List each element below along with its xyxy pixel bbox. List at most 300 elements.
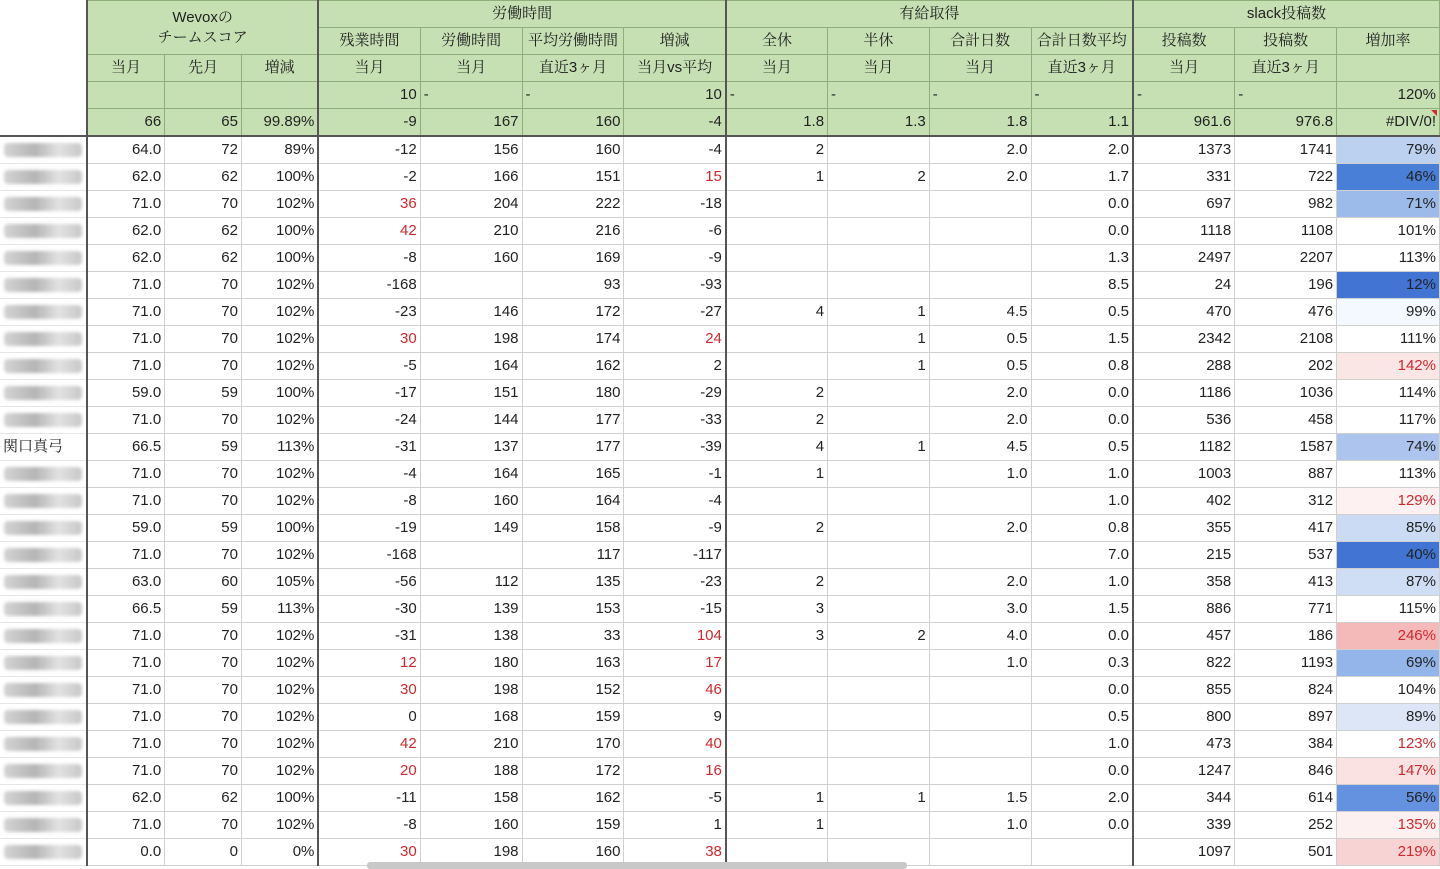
data-cell[interactable]: 105% <box>241 569 318 596</box>
data-cell[interactable]: 72 <box>165 136 242 164</box>
data-cell[interactable]: -9 <box>624 515 726 542</box>
data-cell[interactable]: 170 <box>522 731 624 758</box>
data-cell[interactable]: 102% <box>241 299 318 326</box>
data-cell[interactable] <box>726 488 828 515</box>
data-cell[interactable]: 1.0 <box>1031 461 1133 488</box>
data-cell[interactable]: 59.0 <box>87 515 165 542</box>
data-cell[interactable]: 1 <box>726 164 828 191</box>
data-cell[interactable]: 71.0 <box>87 650 165 677</box>
data-cell[interactable]: 20 <box>318 758 420 785</box>
data-cell[interactable]: 1741 <box>1235 136 1337 164</box>
data-cell[interactable] <box>828 136 930 164</box>
data-cell[interactable]: -11 <box>318 785 420 812</box>
data-cell[interactable]: 70 <box>165 731 242 758</box>
data-cell[interactable]: 2 <box>624 353 726 380</box>
threshold-cell[interactable]: 120% <box>1337 82 1440 109</box>
data-cell[interactable]: -168 <box>318 542 420 569</box>
data-cell[interactable] <box>420 272 522 299</box>
threshold-cell[interactable]: 10 <box>318 82 420 109</box>
data-cell[interactable]: 473 <box>1133 731 1235 758</box>
data-cell[interactable]: 100% <box>241 380 318 407</box>
data-cell[interactable]: 1 <box>624 812 726 839</box>
data-cell[interactable]: -4 <box>318 461 420 488</box>
member-name-cell[interactable] <box>0 407 87 434</box>
data-cell[interactable]: 196 <box>1235 272 1337 299</box>
threshold-cell[interactable]: - <box>828 82 930 109</box>
data-cell[interactable]: 89% <box>1337 704 1440 731</box>
data-cell[interactable]: 101% <box>1337 218 1440 245</box>
data-cell[interactable]: 2 <box>828 164 930 191</box>
data-cell[interactable]: 15 <box>624 164 726 191</box>
data-cell[interactable]: 339 <box>1133 812 1235 839</box>
data-cell[interactable]: -5 <box>318 353 420 380</box>
data-cell[interactable]: 1.5 <box>1031 326 1133 353</box>
data-cell[interactable]: 70 <box>165 623 242 650</box>
data-cell[interactable]: 0.0 <box>1031 677 1133 704</box>
data-cell[interactable]: -8 <box>318 812 420 839</box>
data-cell[interactable]: 156 <box>420 136 522 164</box>
data-cell[interactable]: 36 <box>318 191 420 218</box>
average-cell[interactable]: 1.1 <box>1031 109 1133 137</box>
threshold-cell[interactable]: - <box>420 82 522 109</box>
member-name-cell[interactable] <box>0 758 87 785</box>
data-cell[interactable]: 70 <box>165 677 242 704</box>
data-cell[interactable]: 165 <box>522 461 624 488</box>
data-cell[interactable]: 1587 <box>1235 434 1337 461</box>
data-cell[interactable]: 59 <box>165 596 242 623</box>
data-cell[interactable]: 7.0 <box>1031 542 1133 569</box>
data-cell[interactable]: 164 <box>420 461 522 488</box>
average-cell[interactable]: 167 <box>420 109 522 137</box>
data-cell[interactable]: 800 <box>1133 704 1235 731</box>
data-cell[interactable]: 102% <box>241 272 318 299</box>
member-name-cell[interactable] <box>0 812 87 839</box>
data-cell[interactable]: 172 <box>522 758 624 785</box>
member-name-cell[interactable] <box>0 839 87 866</box>
data-cell[interactable]: 4.5 <box>929 299 1031 326</box>
data-cell[interactable]: 722 <box>1235 164 1337 191</box>
data-cell[interactable]: 252 <box>1235 812 1337 839</box>
data-cell[interactable]: -31 <box>318 434 420 461</box>
member-name-cell[interactable] <box>0 596 87 623</box>
data-cell[interactable] <box>828 731 930 758</box>
average-cell[interactable]: 1.8 <box>726 109 828 137</box>
data-cell[interactable]: 2.0 <box>929 407 1031 434</box>
data-cell[interactable]: 59.0 <box>87 380 165 407</box>
data-cell[interactable]: -12 <box>318 136 420 164</box>
data-cell[interactable] <box>726 245 828 272</box>
member-name-cell[interactable] <box>0 434 87 461</box>
data-cell[interactable]: 8.5 <box>1031 272 1133 299</box>
data-cell[interactable]: 40 <box>624 731 726 758</box>
data-cell[interactable]: 62 <box>165 785 242 812</box>
data-cell[interactable]: 123% <box>1337 731 1440 758</box>
member-name-cell[interactable] <box>0 272 87 299</box>
data-cell[interactable]: 2108 <box>1235 326 1337 353</box>
data-cell[interactable]: -33 <box>624 407 726 434</box>
data-cell[interactable]: 216 <box>522 218 624 245</box>
data-cell[interactable]: 30 <box>318 677 420 704</box>
data-cell[interactable]: 113% <box>241 434 318 461</box>
data-cell[interactable]: 0.0 <box>1031 380 1133 407</box>
average-cell[interactable]: 961.6 <box>1133 109 1235 137</box>
data-cell[interactable]: 1182 <box>1133 434 1235 461</box>
data-cell[interactable]: 102% <box>241 650 318 677</box>
data-cell[interactable]: 113% <box>1337 461 1440 488</box>
horizontal-scrollbar[interactable] <box>367 862 907 869</box>
data-cell[interactable]: 71.0 <box>87 353 165 380</box>
data-cell[interactable]: 1 <box>828 434 930 461</box>
data-cell[interactable]: 358 <box>1133 569 1235 596</box>
data-cell[interactable]: 0.0 <box>1031 191 1133 218</box>
data-cell[interactable]: 180 <box>420 650 522 677</box>
data-cell[interactable]: 288 <box>1133 353 1235 380</box>
data-cell[interactable]: 1118 <box>1133 218 1235 245</box>
data-cell[interactable]: 2497 <box>1133 245 1235 272</box>
data-cell[interactable]: 62 <box>165 245 242 272</box>
data-cell[interactable]: 164 <box>420 353 522 380</box>
data-cell[interactable]: 177 <box>522 434 624 461</box>
data-cell[interactable]: 112 <box>420 569 522 596</box>
data-cell[interactable] <box>929 542 1031 569</box>
threshold-cell[interactable] <box>241 82 318 109</box>
data-cell[interactable]: 100% <box>241 245 318 272</box>
data-cell[interactable]: 198 <box>420 839 522 866</box>
data-cell[interactable]: 104% <box>1337 677 1440 704</box>
data-cell[interactable]: 331 <box>1133 164 1235 191</box>
data-cell[interactable] <box>828 569 930 596</box>
data-cell[interactable]: 1.0 <box>1031 488 1133 515</box>
data-cell[interactable] <box>828 758 930 785</box>
data-cell[interactable]: 102% <box>241 677 318 704</box>
data-cell[interactable] <box>828 461 930 488</box>
data-cell[interactable] <box>828 488 930 515</box>
data-cell[interactable]: 204 <box>420 191 522 218</box>
data-cell[interactable]: -5 <box>624 785 726 812</box>
data-cell[interactable]: 160 <box>420 812 522 839</box>
data-cell[interactable]: 144 <box>420 407 522 434</box>
data-cell[interactable]: 536 <box>1133 407 1235 434</box>
data-cell[interactable]: 697 <box>1133 191 1235 218</box>
member-name-cell[interactable] <box>0 164 87 191</box>
data-cell[interactable] <box>828 245 930 272</box>
data-cell[interactable]: 0 <box>165 839 242 866</box>
data-cell[interactable]: 162 <box>522 785 624 812</box>
data-cell[interactable]: -15 <box>624 596 726 623</box>
data-cell[interactable]: 70 <box>165 299 242 326</box>
data-cell[interactable]: 0.5 <box>1031 704 1133 731</box>
data-cell[interactable]: 198 <box>420 677 522 704</box>
data-cell[interactable]: 169 <box>522 245 624 272</box>
data-cell[interactable]: 210 <box>420 731 522 758</box>
data-cell[interactable]: 129% <box>1337 488 1440 515</box>
data-cell[interactable]: 71.0 <box>87 677 165 704</box>
data-cell[interactable]: 0.5 <box>1031 434 1133 461</box>
data-cell[interactable]: 159 <box>522 812 624 839</box>
member-name-cell[interactable] <box>0 136 87 164</box>
data-cell[interactable]: 71.0 <box>87 758 165 785</box>
data-cell[interactable]: -23 <box>318 299 420 326</box>
data-cell[interactable] <box>726 272 828 299</box>
data-cell[interactable]: 71.0 <box>87 299 165 326</box>
threshold-cell[interactable]: - <box>1235 82 1337 109</box>
data-cell[interactable] <box>929 488 1031 515</box>
member-name-cell[interactable] <box>0 461 87 488</box>
data-cell[interactable]: 2.0 <box>929 569 1031 596</box>
data-cell[interactable] <box>420 542 522 569</box>
data-cell[interactable]: 66.5 <box>87 596 165 623</box>
data-cell[interactable]: -4 <box>624 488 726 515</box>
data-cell[interactable] <box>828 407 930 434</box>
data-cell[interactable]: 70 <box>165 407 242 434</box>
data-cell[interactable]: -168 <box>318 272 420 299</box>
data-cell[interactable]: 24 <box>624 326 726 353</box>
data-cell[interactable]: 4 <box>726 299 828 326</box>
data-cell[interactable]: 71.0 <box>87 542 165 569</box>
member-name-cell[interactable] <box>0 650 87 677</box>
data-cell[interactable]: 115% <box>1337 596 1440 623</box>
data-cell[interactable]: 114% <box>1337 380 1440 407</box>
data-cell[interactable]: 887 <box>1235 461 1337 488</box>
data-cell[interactable]: 198 <box>420 326 522 353</box>
data-cell[interactable]: 1.0 <box>1031 569 1133 596</box>
data-cell[interactable]: 846 <box>1235 758 1337 785</box>
data-cell[interactable] <box>828 650 930 677</box>
data-cell[interactable]: 1 <box>726 785 828 812</box>
data-cell[interactable]: 2.0 <box>1031 136 1133 164</box>
data-cell[interactable]: -30 <box>318 596 420 623</box>
data-cell[interactable]: 0.0 <box>1031 812 1133 839</box>
data-cell[interactable]: 59 <box>165 380 242 407</box>
data-cell[interactable]: 0% <box>241 839 318 866</box>
data-cell[interactable]: 1 <box>828 785 930 812</box>
average-cell[interactable]: 99.89% <box>241 109 318 137</box>
data-cell[interactable]: 40% <box>1337 542 1440 569</box>
data-cell[interactable] <box>828 380 930 407</box>
member-name-cell[interactable] <box>0 326 87 353</box>
data-cell[interactable]: 24 <box>1133 272 1235 299</box>
data-cell[interactable]: 42 <box>318 731 420 758</box>
div-error-cell[interactable]: #DIV/0! <box>1337 109 1440 137</box>
threshold-cell[interactable] <box>87 82 165 109</box>
data-cell[interactable]: 186 <box>1235 623 1337 650</box>
data-cell[interactable]: 177 <box>522 407 624 434</box>
data-cell[interactable] <box>726 677 828 704</box>
data-cell[interactable]: 1.5 <box>929 785 1031 812</box>
data-cell[interactable] <box>828 515 930 542</box>
data-cell[interactable]: 102% <box>241 623 318 650</box>
average-cell[interactable]: 1.3 <box>828 109 930 137</box>
data-cell[interactable]: 886 <box>1133 596 1235 623</box>
data-cell[interactable]: 2.0 <box>929 136 1031 164</box>
data-cell[interactable]: 246% <box>1337 623 1440 650</box>
member-name-cell[interactable] <box>0 785 87 812</box>
data-cell[interactable]: 79% <box>1337 136 1440 164</box>
data-cell[interactable]: 70 <box>165 812 242 839</box>
data-cell[interactable]: 71% <box>1337 191 1440 218</box>
data-cell[interactable]: 0.5 <box>929 353 1031 380</box>
data-cell[interactable]: 1 <box>828 299 930 326</box>
data-cell[interactable]: 158 <box>420 785 522 812</box>
data-cell[interactable]: 137 <box>420 434 522 461</box>
data-cell[interactable]: 102% <box>241 731 318 758</box>
data-cell[interactable]: 4 <box>726 434 828 461</box>
data-cell[interactable]: 160 <box>522 136 624 164</box>
data-cell[interactable]: 2 <box>828 623 930 650</box>
data-cell[interactable]: 93 <box>522 272 624 299</box>
data-cell[interactable]: 59 <box>165 515 242 542</box>
member-name-cell[interactable] <box>0 542 87 569</box>
data-cell[interactable]: 117% <box>1337 407 1440 434</box>
data-cell[interactable]: 3 <box>726 596 828 623</box>
data-cell[interactable]: 64.0 <box>87 136 165 164</box>
data-cell[interactable]: 17 <box>624 650 726 677</box>
data-cell[interactable]: -27 <box>624 299 726 326</box>
data-cell[interactable]: 2342 <box>1133 326 1235 353</box>
data-cell[interactable]: 1373 <box>1133 136 1235 164</box>
member-name-cell[interactable] <box>0 299 87 326</box>
data-cell[interactable]: 62 <box>165 164 242 191</box>
data-cell[interactable]: 46 <box>624 677 726 704</box>
data-cell[interactable]: 102% <box>241 758 318 785</box>
data-cell[interactable]: 62.0 <box>87 245 165 272</box>
data-cell[interactable]: 151 <box>420 380 522 407</box>
data-cell[interactable]: 2.0 <box>1031 785 1133 812</box>
data-cell[interactable]: 1 <box>828 326 930 353</box>
data-cell[interactable] <box>929 191 1031 218</box>
data-cell[interactable]: 102% <box>241 407 318 434</box>
data-cell[interactable]: 151 <box>522 164 624 191</box>
data-cell[interactable]: 384 <box>1235 731 1337 758</box>
data-cell[interactable]: 162 <box>522 353 624 380</box>
data-cell[interactable]: 102% <box>241 704 318 731</box>
data-cell[interactable]: 139 <box>420 596 522 623</box>
data-cell[interactable]: 210 <box>420 218 522 245</box>
data-cell[interactable] <box>929 758 1031 785</box>
data-cell[interactable]: 822 <box>1133 650 1235 677</box>
data-cell[interactable]: 0.5 <box>1031 299 1133 326</box>
data-cell[interactable]: 102% <box>241 812 318 839</box>
data-cell[interactable] <box>828 218 930 245</box>
data-cell[interactable]: 102% <box>241 461 318 488</box>
threshold-cell[interactable]: - <box>1031 82 1133 109</box>
data-cell[interactable]: 1036 <box>1235 380 1337 407</box>
data-cell[interactable]: 1 <box>726 812 828 839</box>
data-cell[interactable] <box>929 731 1031 758</box>
data-cell[interactable]: 62.0 <box>87 164 165 191</box>
average-cell[interactable]: 976.8 <box>1235 109 1337 137</box>
data-cell[interactable]: 1.0 <box>1031 731 1133 758</box>
data-cell[interactable]: 2 <box>726 515 828 542</box>
data-cell[interactable]: 70 <box>165 191 242 218</box>
data-cell[interactable]: 16 <box>624 758 726 785</box>
data-cell[interactable]: 70 <box>165 758 242 785</box>
data-cell[interactable]: 458 <box>1235 407 1337 434</box>
data-cell[interactable]: 2 <box>726 380 828 407</box>
data-cell[interactable]: 70 <box>165 353 242 380</box>
threshold-cell[interactable]: - <box>726 82 828 109</box>
average-cell[interactable]: 66 <box>87 109 165 137</box>
data-cell[interactable]: 0.0 <box>1031 218 1133 245</box>
average-cell[interactable]: 160 <box>522 109 624 137</box>
data-cell[interactable]: -4 <box>624 136 726 164</box>
data-cell[interactable]: 1.7 <box>1031 164 1133 191</box>
data-cell[interactable]: -8 <box>318 245 420 272</box>
data-cell[interactable]: 2 <box>726 407 828 434</box>
data-cell[interactable]: 0.0 <box>1031 407 1133 434</box>
data-cell[interactable]: 413 <box>1235 569 1337 596</box>
data-cell[interactable]: 537 <box>1235 542 1337 569</box>
data-cell[interactable]: -24 <box>318 407 420 434</box>
data-cell[interactable]: 71.0 <box>87 623 165 650</box>
data-cell[interactable]: 70 <box>165 488 242 515</box>
data-cell[interactable]: -31 <box>318 623 420 650</box>
data-cell[interactable]: 104 <box>624 623 726 650</box>
member-name-cell[interactable] <box>0 623 87 650</box>
member-name-cell[interactable] <box>0 380 87 407</box>
member-name-cell[interactable] <box>0 731 87 758</box>
data-cell[interactable]: 70 <box>165 542 242 569</box>
data-cell[interactable] <box>929 245 1031 272</box>
data-cell[interactable]: 62.0 <box>87 218 165 245</box>
data-cell[interactable]: 30 <box>318 326 420 353</box>
data-cell[interactable]: 3.0 <box>929 596 1031 623</box>
data-cell[interactable]: -9 <box>624 245 726 272</box>
data-cell[interactable]: 158 <box>522 515 624 542</box>
data-cell[interactable]: 12% <box>1337 272 1440 299</box>
data-cell[interactable]: 1.5 <box>1031 596 1133 623</box>
data-cell[interactable]: 146 <box>420 299 522 326</box>
member-name-cell[interactable] <box>0 488 87 515</box>
data-cell[interactable]: 222 <box>522 191 624 218</box>
data-cell[interactable] <box>1031 839 1133 866</box>
data-cell[interactable]: 70 <box>165 704 242 731</box>
data-cell[interactable]: 168 <box>420 704 522 731</box>
member-name-cell[interactable] <box>0 245 87 272</box>
data-cell[interactable]: 160 <box>522 839 624 866</box>
data-cell[interactable]: 70 <box>165 326 242 353</box>
data-cell[interactable]: 46% <box>1337 164 1440 191</box>
data-cell[interactable]: 476 <box>1235 299 1337 326</box>
data-cell[interactable]: 202 <box>1235 353 1337 380</box>
data-cell[interactable]: 4.0 <box>929 623 1031 650</box>
data-cell[interactable]: 355 <box>1133 515 1235 542</box>
data-cell[interactable]: 70 <box>165 461 242 488</box>
data-cell[interactable]: 111% <box>1337 326 1440 353</box>
data-cell[interactable]: 3 <box>726 623 828 650</box>
average-cell[interactable]: 65 <box>165 109 242 137</box>
data-cell[interactable]: 172 <box>522 299 624 326</box>
data-cell[interactable]: 1 <box>828 353 930 380</box>
data-cell[interactable]: 62 <box>165 218 242 245</box>
data-cell[interactable]: 1.0 <box>929 812 1031 839</box>
data-cell[interactable]: 2 <box>726 136 828 164</box>
data-cell[interactable] <box>726 326 828 353</box>
data-cell[interactable] <box>929 704 1031 731</box>
data-cell[interactable]: 102% <box>241 191 318 218</box>
data-cell[interactable]: 99% <box>1337 299 1440 326</box>
data-cell[interactable]: 100% <box>241 164 318 191</box>
data-cell[interactable]: 1247 <box>1133 758 1235 785</box>
data-cell[interactable]: 59 <box>165 434 242 461</box>
data-cell[interactable] <box>828 542 930 569</box>
data-cell[interactable]: -117 <box>624 542 726 569</box>
data-cell[interactable]: 71.0 <box>87 704 165 731</box>
data-cell[interactable]: 71.0 <box>87 488 165 515</box>
data-cell[interactable] <box>828 272 930 299</box>
data-cell[interactable]: 135 <box>522 569 624 596</box>
data-cell[interactable]: 147% <box>1337 758 1440 785</box>
